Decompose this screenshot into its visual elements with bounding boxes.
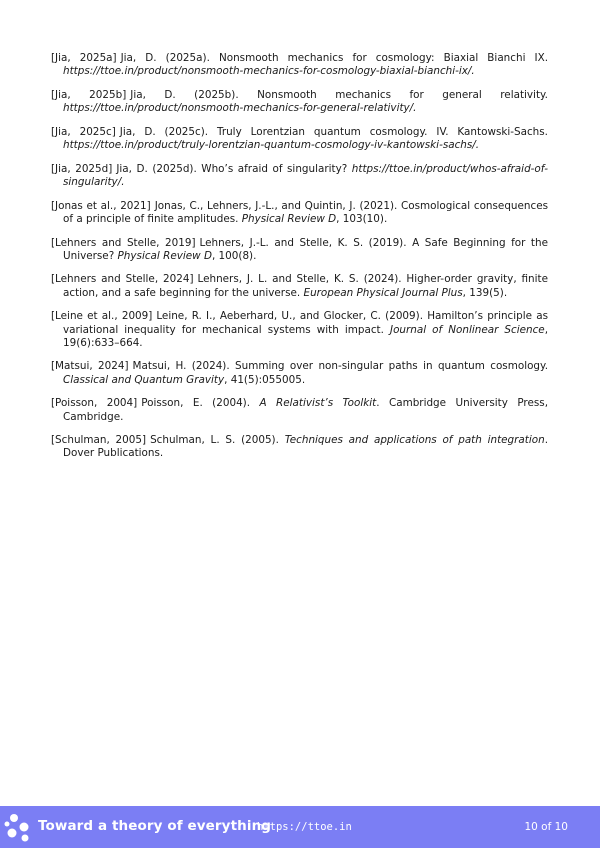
reference-entry	[51, 237, 548, 263]
reference-url[interactable]: https://ttoe.in/product/nonsmooth-mechanics-for-general-relativity/.	[63, 102, 417, 115]
reference-text: Leine, R. I., Aeberhard, U., and Glocker, C. (2009). Hamilton’s principle as variational inequality for mechanical systems with impact.	[63, 310, 548, 336]
reference-text: Poisson, E. (2004).	[141, 397, 251, 410]
reference-entry	[51, 310, 548, 350]
citation-key: [Jia, 2025b]	[51, 88, 127, 101]
reference-venue: Physical Review D	[117, 249, 212, 262]
reference-tail: . Dover Publications.	[63, 434, 548, 460]
reference-entry	[51, 126, 548, 152]
reference-text: Lehners, J.-L. and Stelle, K. S. (2019). A Safe Beginning for the Universe?	[63, 236, 548, 262]
citation-key: [Lehners and Stelle, 2024]	[51, 273, 194, 286]
reference-entry	[51, 163, 548, 189]
reference-text: Jia, D. (2025d). Who’s afraid of singularity?	[116, 162, 348, 175]
page-footer	[0, 806, 600, 848]
dots-logo-icon	[4, 813, 34, 843]
reference-tail: , 103(10).	[336, 212, 388, 225]
citation-key: [Jonas et al., 2021]	[51, 199, 151, 212]
citation-key: [Jia, 2025a]	[51, 52, 117, 64]
reference-url[interactable]: https://ttoe.in/product/truly-lorentzian-quantum-cosmology-iv-kantowski-sachs/.	[63, 139, 480, 152]
reference-url[interactable]: https://ttoe.in/product/nonsmooth-mechanics-for-cosmology-biaxial-bianchi-ix/.	[63, 65, 475, 78]
reference-text: Jia, D. (2025c). Truly Lorentzian quantum cosmology. IV. Kantowski-Sachs.	[119, 125, 548, 138]
footer-brand[interactable]: Toward a theory of everything	[38, 818, 272, 834]
reference-text: Jia, D. (2025b). Nonsmooth mechanics for general relativity.	[130, 88, 548, 101]
reference-entry	[51, 397, 548, 423]
reference-venue: Classical and Quantum Gravity	[63, 373, 225, 386]
citation-key: [Matsui, 2024]	[51, 360, 129, 373]
reference-tail: . Cambridge University Press, Cambridge.	[63, 397, 548, 423]
reference-entry	[51, 52, 548, 78]
reference-venue: Techniques and applications of path integration	[284, 434, 545, 447]
citation-key: [Jia, 2025d]	[51, 162, 113, 175]
page-number: 10 of 10	[524, 821, 568, 833]
reference-entry	[51, 200, 548, 226]
reference-venue: A Relativist’s Toolkit	[259, 397, 377, 410]
reference-tail: , 19(6):633–664.	[63, 323, 548, 349]
reference-text: Matsui, H. (2024). Summing over non-singular paths in quantum cosmology.	[132, 360, 549, 373]
reference-entry	[51, 89, 548, 115]
reference-tail: , 100(8).	[211, 249, 257, 262]
reference-text: Jia, D. (2025a). Nonsmooth mechanics for cosmology: Biaxial Bianchi IX.	[120, 52, 548, 64]
reference-list	[51, 52, 548, 471]
reference-tail: , 41(5):055005.	[224, 373, 306, 386]
reference-venue: Journal of Nonlinear Science	[390, 323, 545, 336]
reference-text: Lehners, J. L. and Stelle, K. S. (2024). Higher-order gravity, finite action, and a safe beginning for the universe.	[63, 273, 548, 299]
reference-text: Jonas, C., Lehners, J.-L., and Quintin, J. (2021). Cosmological consequences of a principle of finite amplitudes.	[63, 199, 548, 225]
reference-url[interactable]: https://ttoe.in/product/whos-afraid-of-singularity/.	[63, 162, 548, 188]
reference-text: Schulman, L. S. (2005).	[150, 434, 279, 447]
reference-tail: , 139(5).	[462, 286, 508, 299]
reference-entry	[51, 434, 548, 460]
citation-key: [Jia, 2025c]	[51, 125, 116, 138]
reference-entry	[51, 360, 548, 386]
reference-venue: Physical Review D	[241, 212, 337, 225]
citation-key: [Schulman, 2005]	[51, 434, 147, 447]
footer-url[interactable]: https://ttoe.in	[257, 821, 352, 833]
citation-key: [Poisson, 2004]	[51, 397, 138, 410]
reference-entry	[51, 273, 548, 299]
citation-key: [Leine et al., 2009]	[51, 310, 153, 323]
citation-key: [Lehners and Stelle, 2019]	[51, 236, 196, 249]
reference-venue: European Physical Journal Plus	[303, 286, 463, 299]
